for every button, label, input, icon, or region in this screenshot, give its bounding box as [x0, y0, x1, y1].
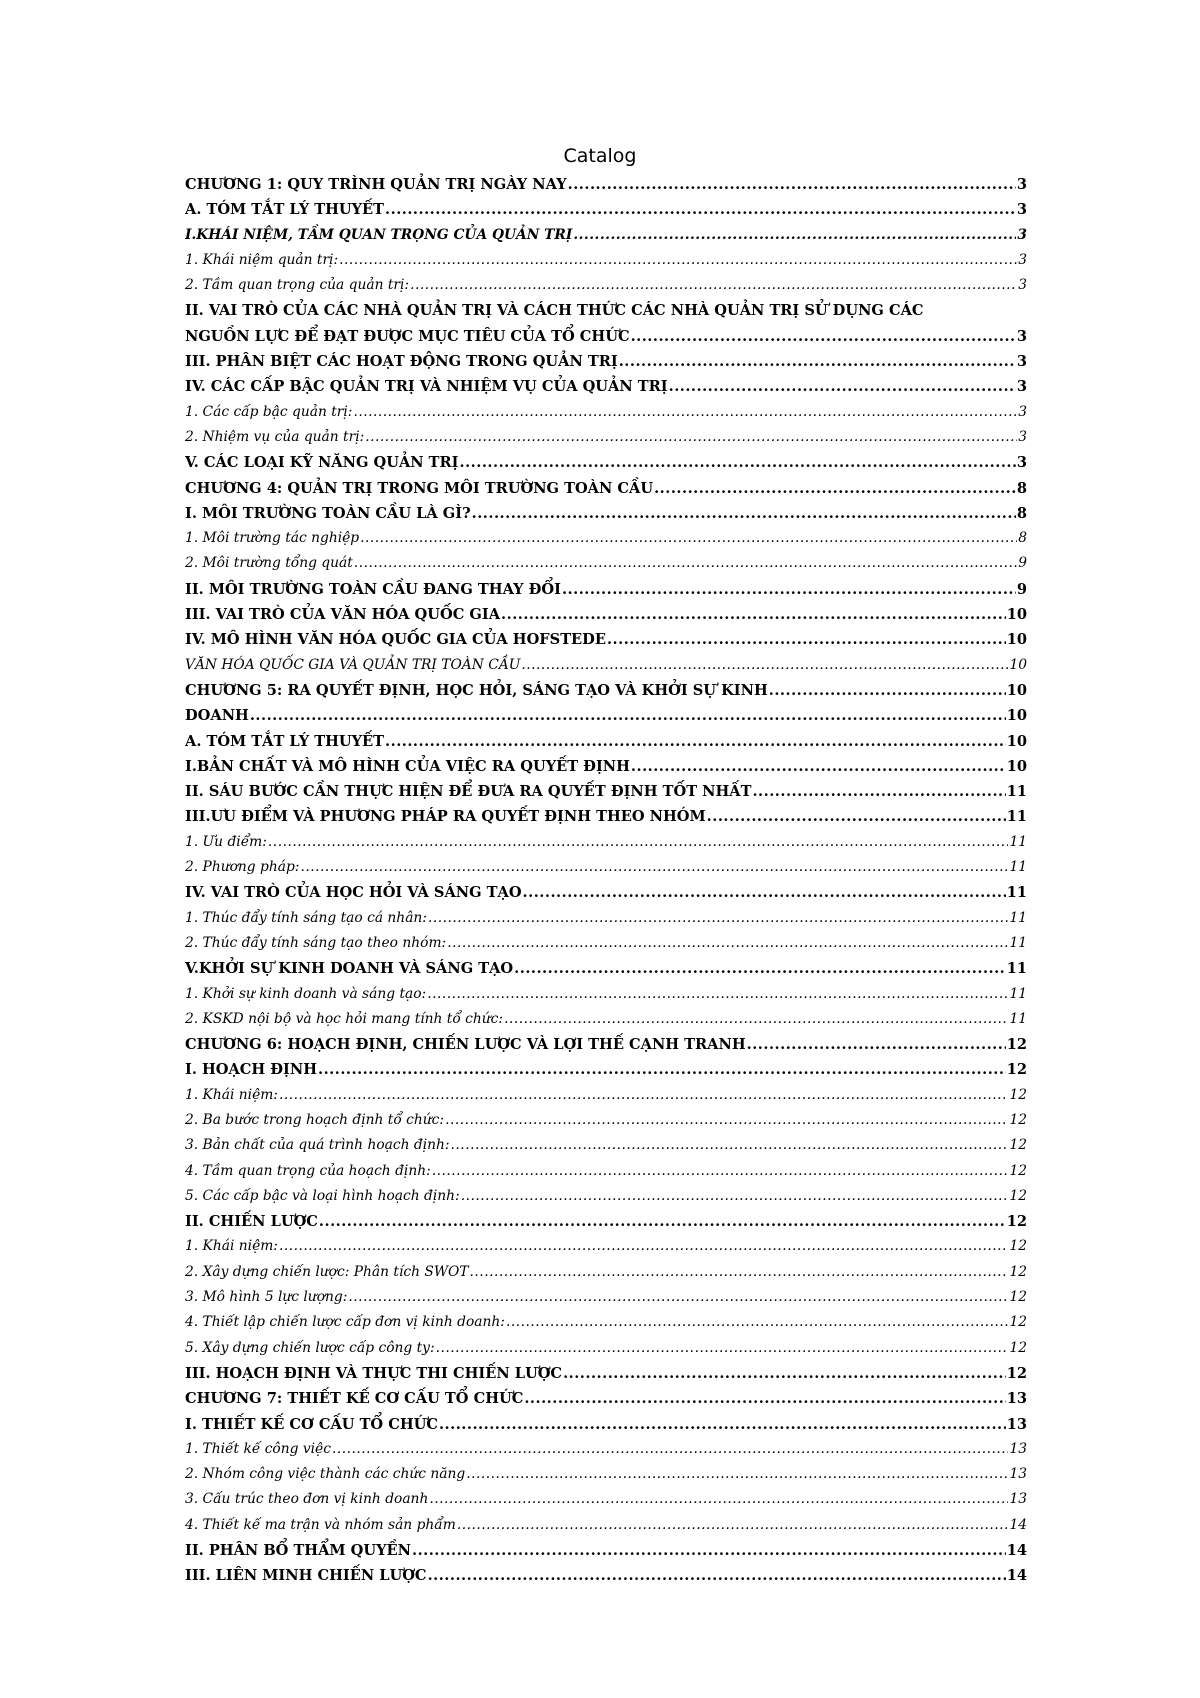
- toc-entry[interactable]: [185, 1209, 1027, 1234]
- toc-entry-page-number: 8: [1016, 479, 1027, 497]
- toc-dot-leader: [747, 1032, 1006, 1057]
- toc-dot-leader: [447, 931, 1008, 956]
- toc-entry-page-number: 3: [1016, 327, 1027, 345]
- toc-entry[interactable]: [185, 1538, 1027, 1563]
- toc-entry[interactable]: [185, 551, 1027, 576]
- toc-entry-page-number: 12: [1006, 1036, 1027, 1054]
- toc-entry-page-number: 12: [1009, 1111, 1027, 1128]
- toc-entry-page-number: 12: [1009, 1314, 1027, 1331]
- toc-entry[interactable]: [185, 855, 1027, 880]
- toc-entry-title: I. HOẠCH ĐỊNH: [185, 1061, 318, 1079]
- toc-entry-title: II. SÁU BƯỚC CẦN THỰC HIỆN ĐỂ ĐƯA RA QUYẾT ĐỊNH TỐT NHẤT: [185, 783, 752, 801]
- toc-entry-page-number: 3: [1018, 251, 1027, 268]
- toc-dot-leader: [707, 804, 1006, 829]
- toc-entry-title: 2. Nhóm công việc thành các chức năng: [185, 1466, 466, 1483]
- toc-entry-page-number: 14: [1006, 1567, 1027, 1585]
- toc-entry-title: 1. Môi trường tác nghiệp: [185, 530, 360, 547]
- toc-dot-leader: [332, 1437, 1008, 1462]
- toc-entry[interactable]: [185, 956, 1027, 981]
- toc-entry-title: 3. Bản chất của quá trình hoạch định:: [185, 1137, 450, 1154]
- toc-entry-page-number: 3: [1017, 226, 1027, 243]
- toc-entry-title: III.ƯU ĐIỂM VÀ PHƯƠNG PHÁP RA QUYẾT ĐỊNH THEO NHÓM: [185, 808, 706, 826]
- toc-entry-title: V. CÁC LOẠI KỸ NĂNG QUẢN TRỊ: [185, 454, 459, 472]
- toc-entry[interactable]: [185, 1159, 1027, 1184]
- toc-dot-leader: [568, 172, 1016, 197]
- toc-dot-leader: [631, 754, 1006, 779]
- toc-entry-title: 4. Thiết lập chiến lược cấp đơn vị kinh doanh:: [185, 1314, 505, 1331]
- toc-entry-title: VĂN HÓA QUỐC GIA VÀ QUẢN TRỊ TOÀN CẦU: [185, 656, 521, 673]
- toc-entry-title: 5. Các cấp bậc và loại hình hoạch định:: [185, 1187, 460, 1204]
- toc-dot-leader: [410, 273, 1017, 298]
- toc-entry-title: 1. Khái niệm quản trị:: [185, 251, 339, 268]
- toc-entry-title: 2. Xây dựng chiến lược: Phân tích SWOT: [185, 1263, 469, 1280]
- toc-dot-leader: [654, 476, 1016, 501]
- toc-entry-page-number: 9: [1018, 555, 1027, 572]
- toc-entry[interactable]: [185, 273, 1027, 298]
- toc-dot-leader: [354, 551, 1017, 576]
- toc-entry-title: II. MÔI TRƯỜNG TOÀN CẦU ĐANG THAY ĐỔI: [185, 580, 561, 598]
- toc-entry-page-number: 11: [1009, 934, 1027, 951]
- toc-entry-title: 1. Khái niệm:: [185, 1238, 278, 1255]
- toc-dot-leader: [318, 1057, 1006, 1082]
- toc-entry-title: 4. Thiết kế ma trận và nhóm sản phẩm: [185, 1516, 456, 1533]
- toc-entry-page-number: 12: [1009, 1339, 1027, 1356]
- toc-entry-page-number: 3: [1016, 353, 1027, 371]
- toc-entry[interactable]: [185, 653, 1027, 678]
- toc-entry[interactable]: [185, 374, 1027, 399]
- toc-entry-page-number: 12: [1009, 1263, 1027, 1280]
- toc-entry[interactable]: [185, 197, 1027, 222]
- toc-dot-leader: [429, 1487, 1008, 1512]
- toc-entry[interactable]: [185, 349, 1027, 374]
- toc-entry[interactable]: [185, 880, 1027, 905]
- toc-entry-page-number: 12: [1006, 1061, 1027, 1079]
- toc-entry-title: III. HOẠCH ĐỊNH VÀ THỰC THI CHIẾN LƯỢC: [185, 1364, 563, 1382]
- toc-entry-page-number: 11: [1009, 859, 1027, 876]
- toc-entry-page-number: 10: [1006, 757, 1027, 775]
- toc-dot-leader: [631, 324, 1016, 349]
- toc-dot-leader: [466, 1462, 1008, 1487]
- toc-entry-title: 1. Ưu điểm:: [185, 833, 267, 850]
- toc-entry-page-number: 12: [1006, 1213, 1027, 1231]
- toc-entry-title: 3. Mô hình 5 lực lượng:: [185, 1289, 348, 1306]
- toc-entry-page-number: 3: [1016, 201, 1027, 219]
- toc-entry[interactable]: [185, 476, 1027, 501]
- toc-entry-title: III. LIÊN MINH CHIẾN LƯỢC: [185, 1567, 427, 1585]
- toc-dot-leader: [428, 906, 1008, 931]
- toc-entry-page-number: 3: [1018, 277, 1027, 294]
- toc-entry-title: A. TÓM TẮT LÝ THUYẾT: [185, 732, 385, 750]
- toc-dot-leader: [445, 1108, 1008, 1133]
- toc-entry[interactable]: [185, 931, 1027, 956]
- toc-entry[interactable]: [185, 1462, 1027, 1487]
- toc-dot-leader: [573, 223, 1016, 248]
- toc-dot-leader: [427, 982, 1008, 1007]
- toc-entry-page-number: 12: [1009, 1289, 1027, 1306]
- toc-entry[interactable]: [185, 1083, 1027, 1108]
- toc-entry[interactable]: [185, 754, 1027, 779]
- toc-dot-leader: [385, 729, 1006, 754]
- toc-entry[interactable]: [185, 830, 1027, 855]
- toc-entry-page-number: 10: [1006, 606, 1027, 624]
- toc-dot-leader: [432, 1159, 1009, 1184]
- toc-dot-leader: [514, 956, 1006, 981]
- toc-entry-page-number: 11: [1009, 1010, 1027, 1027]
- toc-entry-title: V.KHỞI SỰ KINH DOANH VÀ SÁNG TẠO: [185, 960, 514, 978]
- toc-entry[interactable]: [185, 804, 1027, 829]
- toc-entry-page-number: 14: [1009, 1516, 1027, 1533]
- toc-entry-page-number: 12: [1009, 1086, 1027, 1103]
- toc-entry-page-number: 8: [1018, 530, 1027, 547]
- toc-entry-page-number: 9: [1016, 580, 1027, 598]
- toc-entry[interactable]: [185, 1057, 1027, 1082]
- toc-entry[interactable]: [185, 248, 1027, 273]
- toc-entry-title: 2. Môi trường tổng quát: [185, 555, 353, 572]
- toc-dot-leader: [607, 627, 1006, 652]
- toc-entry[interactable]: [185, 1032, 1027, 1057]
- toc-entry-page-number: 3: [1016, 176, 1027, 193]
- toc-entry-title: 1. Khởi sự kinh doanh và sáng tạo:: [185, 985, 427, 1002]
- toc-dot-leader: [268, 830, 1009, 855]
- toc-entry[interactable]: [185, 1437, 1027, 1462]
- toc-entry[interactable]: [185, 627, 1027, 652]
- toc-entry-title: III. VAI TRÒ CỦA VĂN HÓA QUỐC GIA: [185, 606, 501, 624]
- toc-entry-title: CHƯƠNG 4: QUẢN TRỊ TRONG MÔI TRƯỜNG TOÀN CẦU: [185, 479, 654, 497]
- toc-dot-leader: [300, 855, 1008, 880]
- toc-entry-title: 5. Xây dựng chiến lược cấp công ty:: [185, 1339, 435, 1356]
- toc-entry[interactable]: [185, 1361, 1027, 1386]
- toc-entry[interactable]: [185, 223, 1027, 248]
- toc-dot-leader: [524, 1386, 1005, 1411]
- toc-entry[interactable]: [185, 1184, 1027, 1209]
- toc-dot-leader: [250, 703, 1006, 728]
- toc-entry[interactable]: [185, 1412, 1027, 1437]
- toc-entry[interactable]: [185, 1336, 1027, 1361]
- toc-entry-page-number: 13: [1009, 1491, 1027, 1508]
- toc-dot-leader: [472, 501, 1016, 526]
- toc-dot-leader: [385, 197, 1016, 222]
- toc-entry-page-number: 12: [1006, 1364, 1027, 1382]
- toc-entry[interactable]: [185, 501, 1027, 526]
- toc-entry[interactable]: [185, 729, 1027, 754]
- toc-entry-title: 3. Cấu trúc theo đơn vị kinh doanh: [185, 1491, 429, 1508]
- toc-dot-leader: [348, 1285, 1008, 1310]
- toc-entry-title: 2. Ba bước trong hoạch định tổ chức:: [185, 1111, 445, 1128]
- toc-entry-title: A. TÓM TẮT LÝ THUYẾT: [185, 201, 385, 219]
- toc-dot-leader: [669, 374, 1016, 399]
- toc-entry[interactable]: [185, 602, 1027, 627]
- toc-entry-page-number: 14: [1006, 1542, 1027, 1560]
- toc-entry-title: I. THIẾT KẾ CƠ CẤU TỔ CHỨC: [185, 1415, 438, 1433]
- toc-entry-page-number: 11: [1009, 833, 1027, 850]
- toc-entry-title: IV. VAI TRÒ CỦA HỌC HỎI VÀ SÁNG TẠO: [185, 884, 522, 902]
- toc-entry-page-number: 13: [1009, 1466, 1027, 1483]
- toc-dot-leader: [563, 1361, 1006, 1386]
- toc-entry-title: 1. Thiết kế công việc: [185, 1440, 331, 1457]
- toc-dot-leader: [470, 1260, 1009, 1285]
- toc-entry-title: II. PHÂN BỔ THẨM QUYỀN: [185, 1542, 411, 1560]
- toc-entry-page-number: 12: [1009, 1137, 1027, 1154]
- toc-entry-page-number: 11: [1006, 884, 1027, 902]
- toc-dot-leader: [279, 1083, 1008, 1108]
- toc-entry-title: I.BẢN CHẤT VÀ MÔ HÌNH CỦA VIỆC RA QUYẾT ĐỊNH: [185, 757, 630, 775]
- toc-entry-page-number: 3: [1018, 428, 1027, 445]
- toc-dot-leader: [506, 1310, 1008, 1335]
- toc-dot-leader: [457, 1513, 1009, 1538]
- toc-entry-page-number: 11: [1006, 808, 1027, 826]
- toc-dot-leader: [451, 1133, 1009, 1158]
- toc-dot-leader: [279, 1234, 1008, 1259]
- toc-entry-title: CHƯƠNG 6: HOẠCH ĐỊNH, CHIẾN LƯỢC VÀ LỢI THẾ CẠNH TRANH: [185, 1036, 746, 1054]
- toc-entry-title: 2. Thúc đẩy tính sáng tạo theo nhóm:: [185, 934, 447, 951]
- toc-entry-page-number: 10: [1006, 631, 1027, 649]
- toc-dot-leader: [619, 349, 1016, 374]
- toc-entry-title: II. CHIẾN LƯỢC: [185, 1213, 318, 1231]
- toc-entry-page-number: 3: [1018, 403, 1027, 420]
- toc-entry[interactable]: [185, 172, 1027, 197]
- toc-entry[interactable]: [185, 1563, 1027, 1588]
- table-of-contents: [185, 172, 1027, 1589]
- toc-entry-title: DOANH: [185, 707, 249, 725]
- toc-entry-page-number: 13: [1006, 1390, 1027, 1408]
- toc-entry-title: CHƯƠNG 7: THIẾT KẾ CƠ CẤU TỔ CHỨC: [185, 1390, 524, 1408]
- toc-entry[interactable]: [185, 1108, 1027, 1133]
- toc-entry-title: IV. CÁC CẤP BẬC QUẢN TRỊ VÀ NHIỆM VỤ CỦA QUẢN TRỊ: [185, 378, 668, 396]
- toc-dot-leader: [436, 1336, 1009, 1361]
- toc-entry[interactable]: [185, 324, 1027, 349]
- toc-entry-page-number: 3: [1016, 378, 1027, 396]
- toc-entry-title: 2. Nhiệm vụ của quản trị:: [185, 428, 365, 445]
- toc-entry-page-number: 11: [1006, 783, 1027, 801]
- toc-entry-page-number: 8: [1016, 504, 1027, 522]
- toc-entry-page-number: 10: [1006, 707, 1027, 725]
- toc-entry-page-number: 10: [1006, 681, 1027, 699]
- toc-entry[interactable]: [185, 1234, 1027, 1259]
- toc-dot-leader: [339, 248, 1017, 273]
- toc-entry[interactable]: [185, 526, 1027, 551]
- toc-dot-leader: [319, 1209, 1006, 1234]
- toc-dot-leader: [562, 577, 1016, 602]
- toc-entry-title: 1. Thúc đẩy tính sáng tạo cá nhân:: [185, 909, 427, 926]
- toc-entry[interactable]: [185, 779, 1027, 804]
- toc-entry-title: I.KHÁI NIỆM, TẦM QUAN TRỌNG CỦA QUẢN TRỊ: [185, 226, 573, 243]
- toc-entry-page-number: 11: [1006, 960, 1027, 978]
- toc-entry[interactable]: [185, 1487, 1027, 1512]
- toc-entry[interactable]: [185, 1285, 1027, 1310]
- toc-entry[interactable]: [185, 982, 1027, 1007]
- toc-entry-title: 2. Phương pháp:: [185, 859, 300, 876]
- toc-entry-title: NGUỒN LỰC ĐỂ ĐẠT ĐƯỢC MỤC TIÊU CỦA TỔ CHỨC: [185, 327, 630, 345]
- toc-entry-title: 2. KSKD nội bộ và học hỏi mang tính tổ chức:: [185, 1010, 504, 1027]
- toc-entry-page-number: 12: [1009, 1162, 1027, 1179]
- toc-dot-leader: [353, 400, 1017, 425]
- toc-entry[interactable]: [185, 1386, 1027, 1411]
- toc-entry[interactable]: [185, 703, 1027, 728]
- toc-entry-page-number: 10: [1006, 732, 1027, 750]
- toc-dot-leader: [439, 1412, 1006, 1437]
- toc-dot-leader: [501, 602, 1006, 627]
- toc-entry-title: IV. MÔ HÌNH VĂN HÓA QUỐC GIA CỦA HOFSTEDE: [185, 631, 606, 649]
- toc-entry[interactable]: [185, 1310, 1027, 1335]
- toc-entry[interactable]: [185, 678, 1027, 703]
- toc-entry-title: II. VAI TRÒ CỦA CÁC NHÀ QUẢN TRỊ VÀ CÁCH THỨC CÁC NHÀ QUẢN TRỊ SỬ DỤNG CÁC: [185, 302, 924, 320]
- toc-entry-page-number: 13: [1009, 1440, 1027, 1457]
- toc-entry-page-number: 12: [1009, 1238, 1027, 1255]
- toc-entry[interactable]: [185, 1260, 1027, 1285]
- toc-entry-page-number: 3: [1016, 454, 1027, 472]
- toc-entry-title: III. PHÂN BIỆT CÁC HOẠT ĐỘNG TRONG QUẢN TRỊ: [185, 353, 618, 371]
- page-title: Catalog: [563, 145, 637, 167]
- toc-entry-title: 4. Tầm quan trọng của hoạch định:: [185, 1162, 431, 1179]
- toc-entry-title: 2. Tầm quan trọng của quản trị:: [185, 277, 410, 294]
- toc-dot-leader: [360, 526, 1017, 551]
- toc-entry[interactable]: [185, 1007, 1027, 1032]
- toc-dot-leader: [412, 1538, 1006, 1563]
- toc-entry[interactable]: [185, 1133, 1027, 1158]
- toc-entry-title: CHƯƠNG 5: RA QUYẾT ĐỊNH, HỌC HỎI, SÁNG TẠO VÀ KHỞI SỰ KINH: [185, 681, 768, 699]
- toc-entry-page-number: 11: [1009, 985, 1027, 1002]
- toc-dot-leader: [769, 678, 1006, 703]
- toc-dot-leader: [752, 779, 1005, 804]
- toc-entry-page-number: 11: [1009, 909, 1027, 926]
- toc-entry[interactable]: [185, 577, 1027, 602]
- toc-dot-leader: [428, 1563, 1006, 1588]
- toc-entry-page-number: 13: [1006, 1415, 1027, 1433]
- toc-entry[interactable]: [185, 400, 1027, 425]
- toc-entry-title: 1. Khái niệm:: [185, 1086, 278, 1103]
- toc-entry[interactable]: [185, 906, 1027, 931]
- toc-dot-leader: [365, 425, 1017, 450]
- toc-dot-leader: [461, 1184, 1009, 1209]
- toc-entry[interactable]: [185, 425, 1027, 450]
- toc-dot-leader: [460, 450, 1016, 475]
- toc-entry-page-number: 10: [1009, 656, 1027, 673]
- toc-entry-page-number: 12: [1009, 1187, 1027, 1204]
- toc-dot-leader: [523, 880, 1006, 905]
- toc-dot-leader: [521, 653, 1008, 678]
- toc-entry[interactable]: [185, 1513, 1027, 1538]
- toc-entry-title: 1. Các cấp bậc quản trị:: [185, 403, 353, 420]
- toc-dot-leader: [504, 1007, 1008, 1032]
- toc-entry-title: CHƯƠNG 1: QUY TRÌNH QUẢN TRỊ NGÀY NAY: [185, 176, 567, 193]
- toc-entry[interactable]: [185, 298, 1027, 323]
- toc-entry[interactable]: [185, 450, 1027, 475]
- toc-entry-title: I. MÔI TRƯỜNG TOÀN CẦU LÀ GÌ?: [185, 504, 471, 522]
